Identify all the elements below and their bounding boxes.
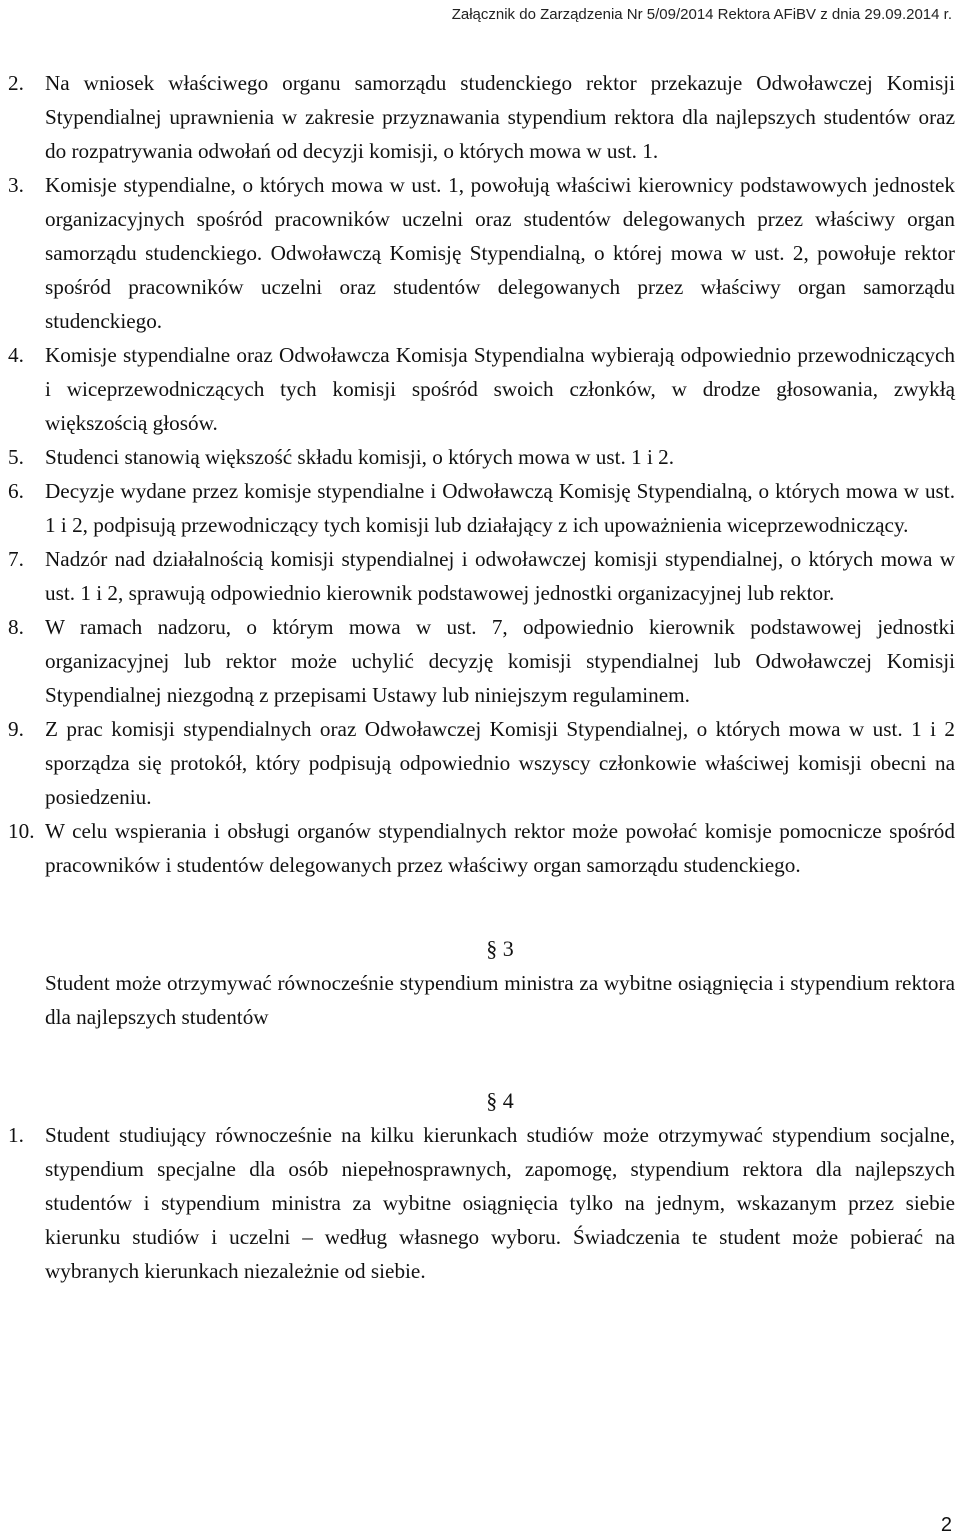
- item-text: Nadzór nad działalnością komisji stypendialnej i odwoławczej komisji stypendialnej, o których mowa w ust. 1 i 2, sprawują odpowiednio kierownik podstawowej jednostki organizacyjnej lub rektor.: [45, 547, 955, 605]
- item-text: Studenci stanowią większość składu komisji, o których mowa w ust. 1 i 2.: [45, 445, 675, 469]
- list-item: [0, 168, 960, 338]
- item-text: W ramach nadzoru, o którym mowa w ust. 7, odpowiednio kierownik podstawowej jednostki organizacyjnej lub rektor może uchylić decyzję komisji stypendialnej lub Odwoławczej Komisji Stypendialnej niezgodną z przepisami Ustawy lub niniejszym regulaminem.: [45, 615, 955, 707]
- list-item: [0, 712, 960, 814]
- item-number: 2.: [8, 71, 24, 95]
- item-text: Decyzje wydane przez komisje stypendialne i Odwoławczą Komisję Stypendialną, o których mowa w ust. 1 i 2, podpisują przewodniczący tych komisji lub działający z ich upoważnienia wiceprzewodniczący.: [45, 479, 955, 537]
- item-text: Komisje stypendialne, o których mowa w ust. 1, powołują właściwi kierownicy podstawowych jednostek organizacyjnych spośród pracowników uczelni oraz studentów delegowanych przez właściwy organ samorządu studenckiego. Odwoławczą Komisję Stypendialną, o której mowa w ust. 2, powołuje rektor spośród pracowników uczelni oraz studentów delegowanych przez właściwy organ samorządu studenckiego.: [45, 173, 955, 333]
- list-item: [0, 338, 960, 440]
- item-number: 9.: [8, 717, 24, 741]
- item-number: 8.: [8, 615, 24, 639]
- section-heading-3: § 3: [486, 936, 514, 961]
- list-item: [0, 66, 960, 168]
- item-number: 1.: [8, 1123, 24, 1147]
- list-item: [0, 542, 960, 610]
- item-number: 6.: [8, 479, 24, 503]
- page-number: 2: [940, 1514, 952, 1536]
- section-3-text: Student może otrzymywać równocześnie stypendium ministra za wybitne osiągnięcia i stypendium rektora dla najlepszych studentów: [45, 971, 955, 1029]
- document-body: [0, 66, 960, 1288]
- list-item: [0, 440, 960, 474]
- item-number: 4.: [8, 343, 24, 367]
- item-text: Komisje stypendialne oraz Odwoławcza Komisja Stypendialna wybierają odpowiednio przewodniczących i wiceprzewodniczących tych komisji spośród swoich członków, w drodze głosowania, zwykłą większością głosów.: [45, 343, 955, 435]
- list-item: [0, 610, 960, 712]
- item-text: Z prac komisji stypendialnych oraz Odwoławczej Komisji Stypendialnej, o których mowa w ust. 1 i 2 sporządza się protokół, który podpisują odpowiednio wszyscy członkowie właściwej komisji obecni na posiedzeniu.: [45, 717, 955, 809]
- item-text: W celu wspierania i obsługi organów stypendialnych rektor może powołać komisje pomocnicze spośród pracowników i studentów delegowanych przez właściwy organ samorządu studenckiego.: [45, 819, 955, 877]
- item-number: 10.: [8, 819, 35, 843]
- section-heading-4: § 4: [486, 1088, 514, 1113]
- document-header: Załącznik do Zarządzenia Nr 5/09/2014 Rektora AFiBV z dnia 29.09.2014 r.: [451, 6, 952, 23]
- list-item: [0, 474, 960, 542]
- item-number: 7.: [8, 547, 24, 571]
- item-number: 3.: [8, 173, 24, 197]
- item-text: Na wniosek właściwego organu samorządu studenckiego rektor przekazuje Odwoławczej Komisji Stypendialnej uprawnienia w zakresie przyznawania stypendium rektora dla najlepszych studentów oraz do rozpatrywania odwołań od decyzji komisji, o których mowa w ust. 1.: [45, 71, 955, 163]
- item-text: Student studiujący równocześnie na kilku kierunkach studiów może otrzymywać stypendium socjalne, stypendium specjalne dla osób niepełnosprawnych, zapomogę, stypendium rektora dla najlepszych studentów i stypendium ministra za wybitne osiągnięcia tylko na jednym, wskazanym przez siebie kierunku studiów i uczelni – według własnego wyboru. Świadczenia te student może pobierać na wybranych kierunkach niezależnie od siebie.: [45, 1123, 955, 1283]
- list-item: [0, 1118, 960, 1288]
- item-number: 5.: [8, 445, 24, 469]
- list-item: [0, 814, 960, 882]
